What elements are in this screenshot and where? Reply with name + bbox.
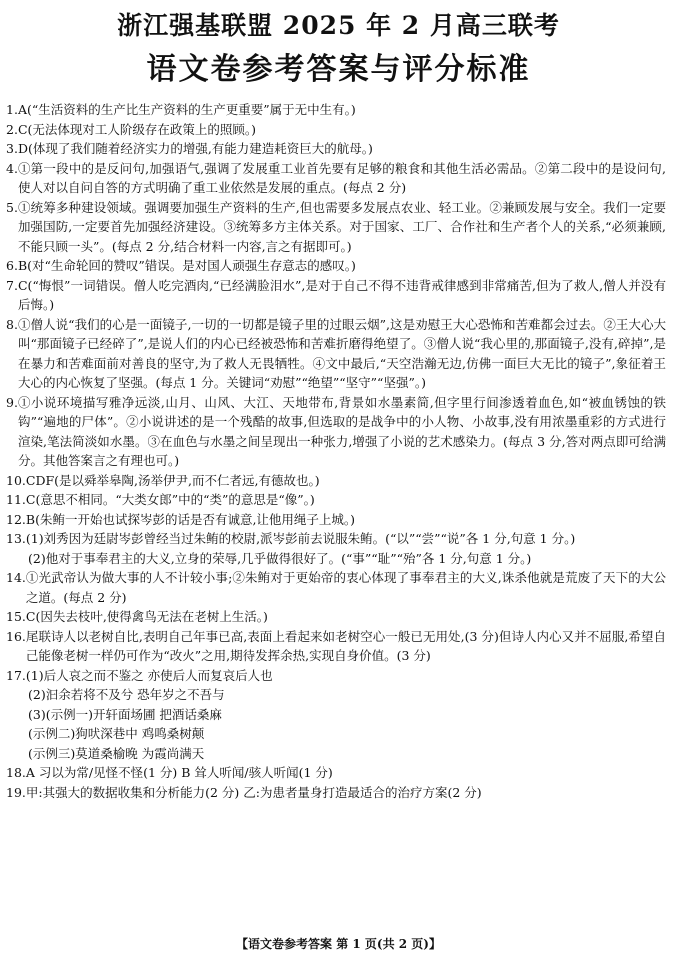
answer-text: (示例三)莫道桑榆晚 为霞尚满天 [28,745,205,761]
answer-item [6,724,666,744]
answer-item [6,139,666,159]
answer-item [6,627,666,666]
answer-text: A(“生活资料的生产比生产资料的生产更重要”属于无中生有。) [17,102,356,117]
answer-text: B(对“生命轮回的赞叹”错误。是对国人顽强生存意志的感叹。) [17,258,356,273]
answer-text: (1)刘秀因为廷尉岑彭曾经当过朱鲔的校尉,派岑彭前去说服朱鲔。(“以”“尝”“说”各 1 分,句意 1 分。) [25,531,576,546]
answer-item [6,159,666,198]
answer-item [6,100,666,120]
answer-number: 7. [6,277,18,293]
answer-item [6,549,666,569]
answer-item [6,666,666,686]
answer-text: C(意思不相同。“大类女郎”中的“类”的意思是“像”。) [25,492,315,507]
answer-item [6,783,666,803]
answer-text: ①第一段中的是反问句,加强语气,强调了发展重工业首先要有足够的粮食和其他生活必需品。②第二段中的是设问句,使人对以自问自答的方式明确了重工业依然是发展的重点。(每点 2 分) [17,160,666,195]
answer-number: 4. [6,160,18,176]
answer-number: 2. [6,121,18,137]
answer-text: ①僧人说“我们的心是一面镜子,一切的一切都是镜子里的过眼云烟”,这是劝慰王大心恐怖和苦难都会过去。②王大心大叫“那面镜子已经碎了”,是说人们的内心已经被恐怖和苦难折磨得绝望了。③僧人说“我心里的,那面镜子,没有,碎掉”,是在暴力和苦难面前对善良的坚守,为了救人无畏牺牲。④文中最后,“天空浩瀚无边,仿佛一面巨大无比的镜子”,象征着王大心的内心恢复了坚强。(每点 1 分。关键词“劝慰”“绝望”“坚守”“坚强”。) [17,316,666,390]
answer-text: A 习以为常/见怪不怪(1 分) B 耸人听闻/骇人听闻(1 分) [25,765,333,780]
answer-item [6,568,666,607]
answer-text: 甲:其强大的数据收集和分析能力(2 分) 乙:为患者量身打造最适合的治疗方案(2 分) [25,784,482,800]
answer-item [6,705,666,725]
answer-number: 9. [6,394,18,410]
answer-text: CDF(是以舜举皋陶,汤举伊尹,而不仁者远,有德故也。) [25,472,320,488]
answer-text: (1)后人哀之而不鉴之 亦使后人而复哀后人也 [25,667,273,683]
answer-item [6,529,666,549]
answer-item [6,607,666,627]
answer-number: 8. [6,316,18,332]
answer-text: (3)(示例一)开轩面场圃 把酒话桑麻 [28,706,222,722]
answer-text: B(朱鲔一开始也试探岑彭的话是否有诚意,让他用绳子上城。) [25,511,356,527]
answer-list [6,100,666,802]
answer-text: C(无法体现对工人阶级存在政策上的照顾。) [17,121,257,137]
answer-text: (2)汩余若将不及兮 恐年岁之不吾与 [28,687,225,702]
answer-item [6,510,666,530]
answer-item [6,198,666,257]
answer-text: (示例二)狗吠深巷中 鸡鸣桑树颠 [28,726,205,741]
answer-item [6,120,666,140]
answer-number: 15. [6,609,26,624]
answer-number: 11. [6,492,26,507]
answer-number: 12. [6,511,26,527]
answer-item [6,685,666,705]
answer-item [6,256,666,276]
answer-item [6,315,666,393]
exam-title: 浙江强基联盟 2025 年 2 月高三联考 [117,11,560,40]
answer-text: (2)他对于事奉君主的大义,立身的荣辱,几乎做得很好了。(“事”“耻”“殆”各 1 分,句意 1 分。) [28,550,532,566]
answer-item [6,763,666,783]
answer-text: C(“悔恨”一词错误。僧人吃完酒肉,“已经满脸泪水”,是对于自己不得不违背戒律感到非常痛苦,但为了救人,僧人并没有后悔。) [17,277,666,312]
answer-item [6,393,666,471]
answer-text: ①统筹多种建设领域。强调要加强生产资料的生产,但也需要多发展点农业、轻工业。②兼顾发展与安全。我们一定要加强国防,一定要首先加强经济建设。③统筹多方主体关系。对于国家、工厂、合作社和生产者个人的关系,“必须兼顾,不能只顾一头”。(每点 2 分,结合材料一内容,言之有据即可。) [17,199,666,254]
answer-number: 19. [6,784,26,800]
answer-item [6,471,666,491]
answer-text: C(因失去枝叶,使得禽鸟无法在老树上生活。) [25,609,268,624]
answer-number: 14. [6,570,26,585]
document-title: 语文卷参考答案与评分标准 [146,52,531,87]
answer-number: 16. [6,628,26,644]
answer-number: 6. [6,258,18,273]
answer-number: 13. [6,531,26,546]
answer-number: 3. [6,141,18,156]
page-footer: 【语文卷参考答案 第 1 页(共 2 页)】 [236,937,441,951]
answer-number: 5. [6,199,18,215]
answer-number: 1. [6,102,18,117]
answer-text: 尾联诗人以老树自比,表明自己年事已高,表面上看起来如老树空心一般已无用处,(3 分)但诗人内心又并不屈服,希望自己能像老树一样仍可作为“改火”之用,期待发挥余热,实现自身价值。(3 分) [25,628,666,663]
answer-item [6,744,666,764]
answer-text: ①小说环境描写雅净远淡,山月、山风、大江、天地带布,背景如水墨素简,但字里行间渗透着血色,如“被血锈蚀的铁钩”“遍地的尸体”。②小说讲述的是一个残酷的故事,但选取的是战争中的小人物、小故事,没有用浓墨重彩的方式进行渲染,笔法简淡如水墨。③在血色与水墨之间呈现出一种张力,增强了小说的艺术感染力。(每点 3 分,答对两点即可给满分。其他答案言之有理也可。) [17,394,666,468]
answer-item [6,490,666,510]
answer-text: ①光武帝认为做大事的人不计较小事;②朱鲔对于更始帝的衷心体现了事奉君主的大义,诛杀他就是荒废了天下的大公之道。(每点 2 分) [25,570,666,605]
answer-number: 18. [6,765,26,780]
answer-text: D(体现了我们随着经济实力的增强,有能力建造耗资巨大的航母。) [17,141,373,156]
answer-number: 17. [6,667,26,683]
answer-item [6,276,666,315]
answer-number: 10. [6,472,26,488]
